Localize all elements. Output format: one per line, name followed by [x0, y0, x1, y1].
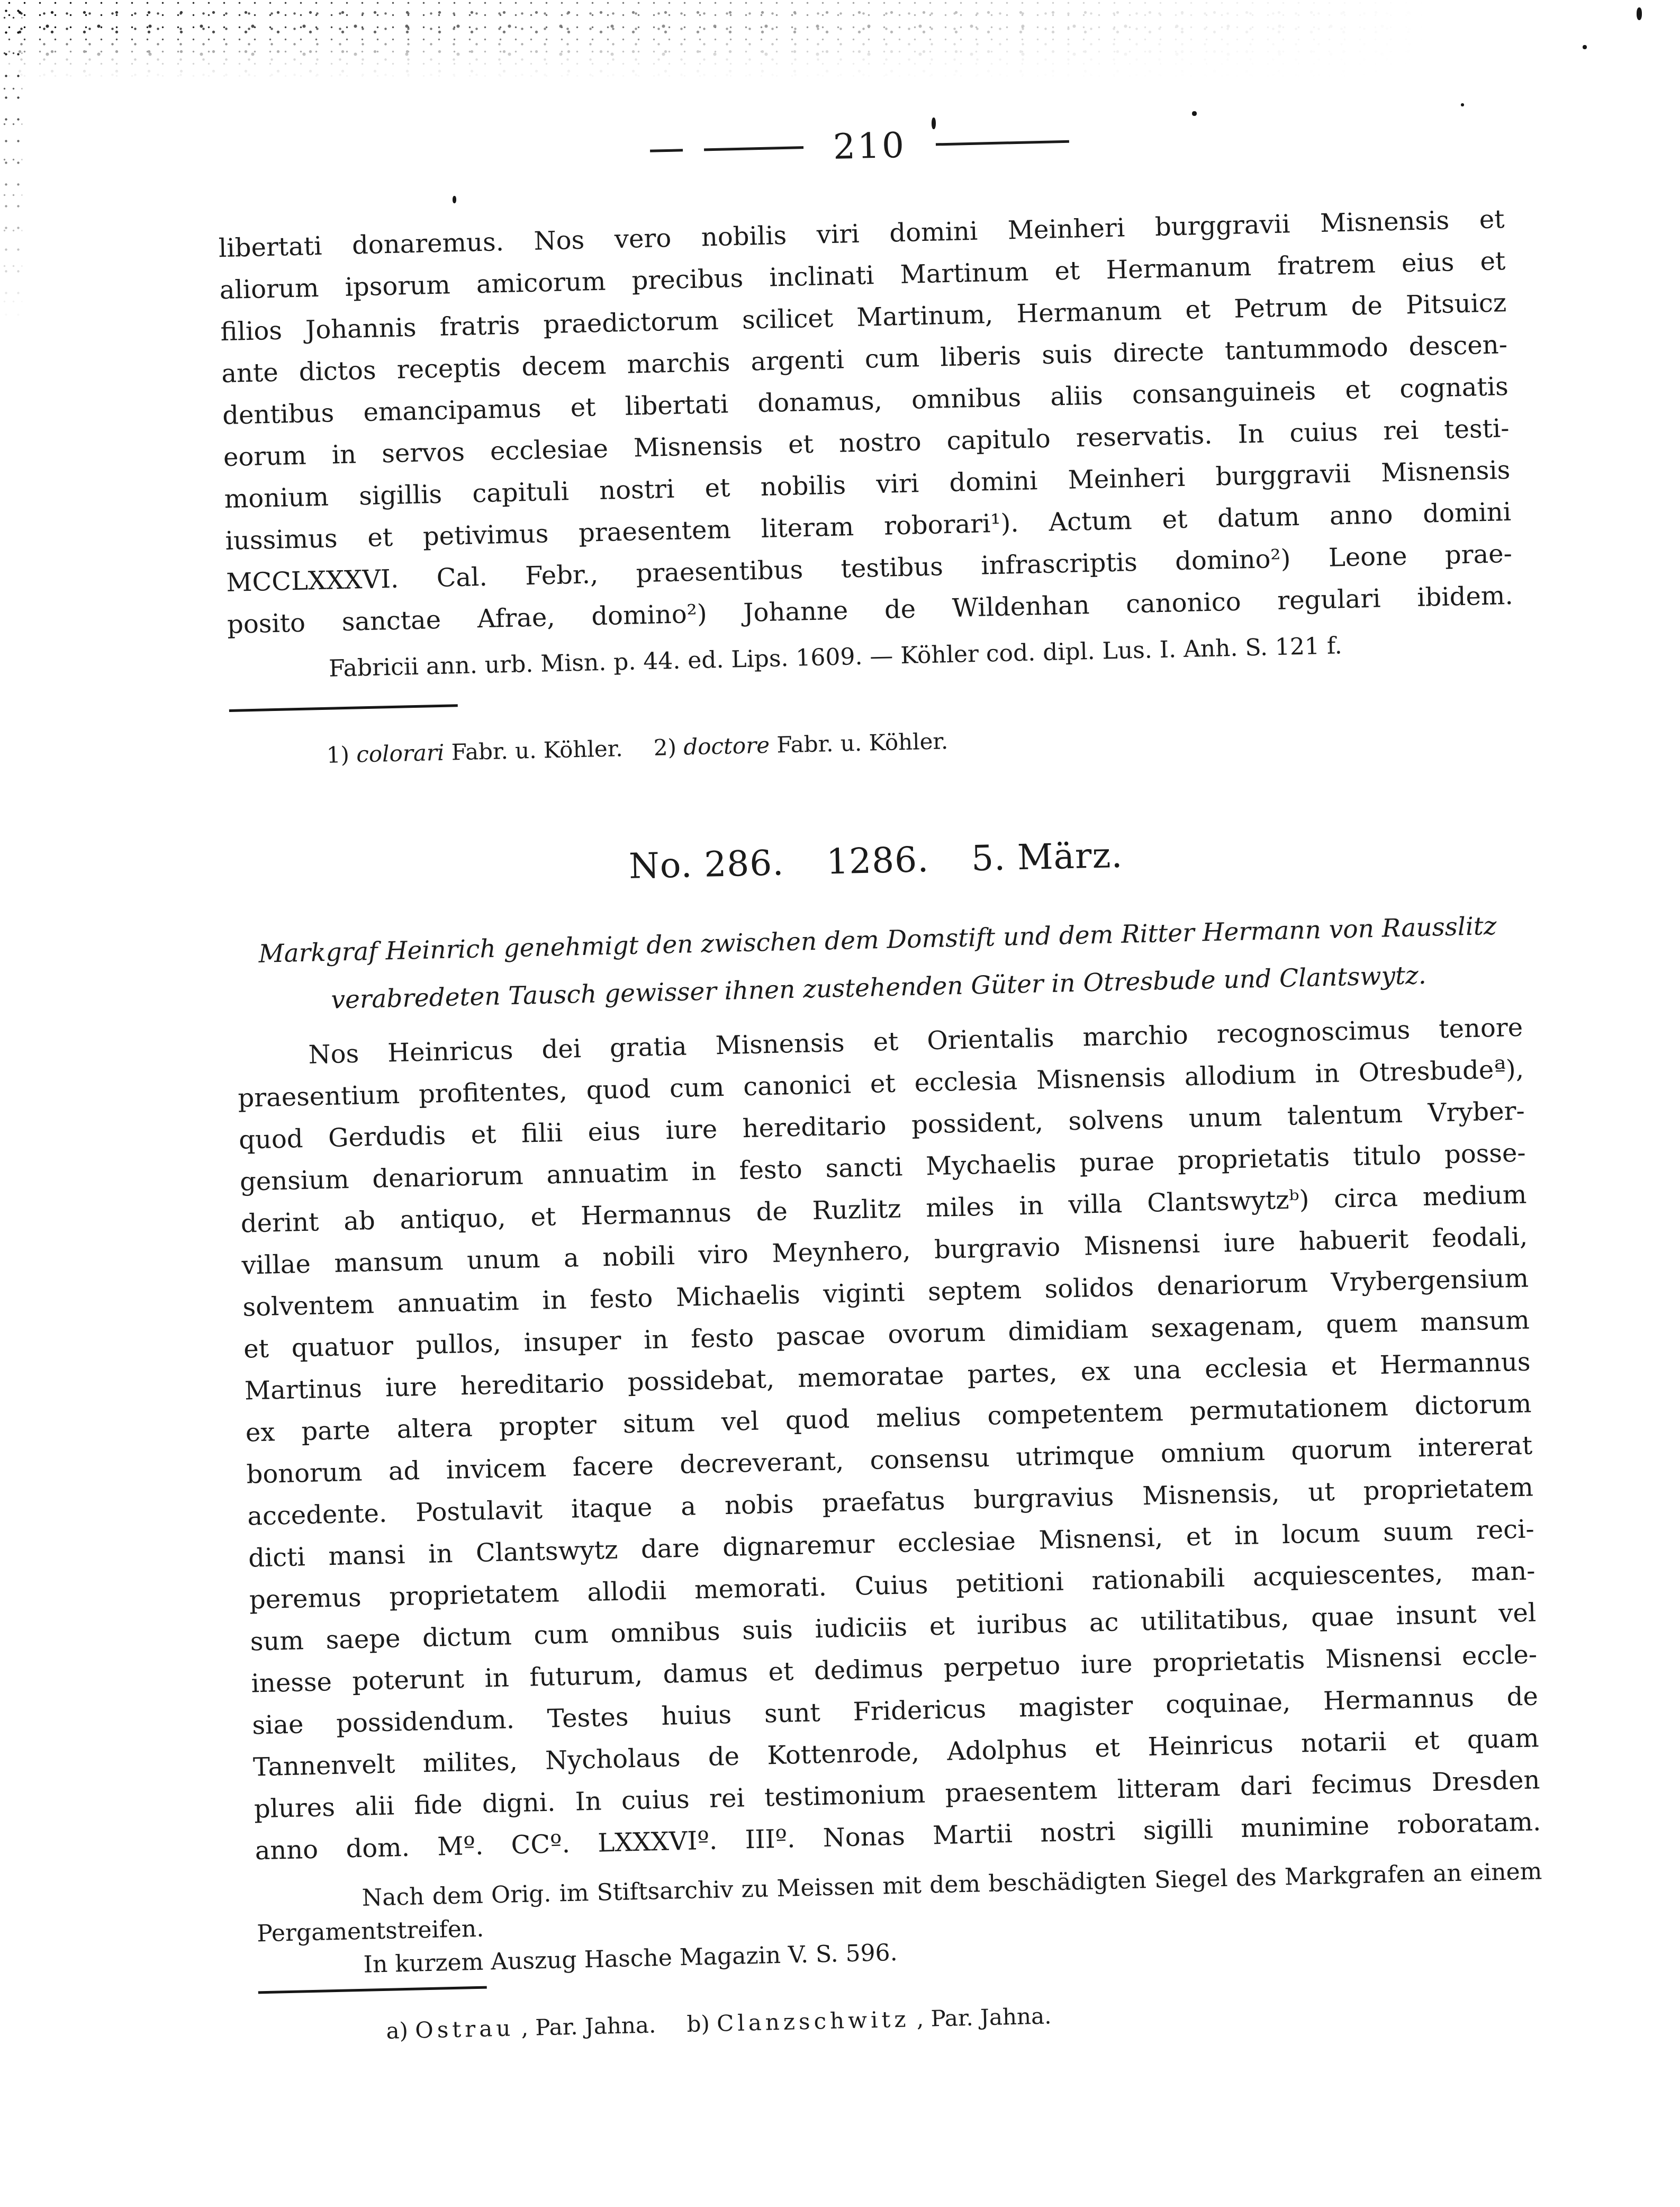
text-line: Martinus iure hereditario possidebat, memoratae partes, ex una ecclesia et Hermannus: [244, 1347, 1531, 1406]
text-column: [213, 0, 1546, 2049]
header-dash-left-short: [650, 149, 683, 152]
text-line: solventem annuatim in festo Michaelis viginti septem solidos denariorum Vrybergensium: [242, 1263, 1529, 1322]
text-line: aliorum ipsorum amicorum precibus inclinati Martinum et Hermanum fratrem eius et: [219, 246, 1506, 305]
text-line: dicti mansi in Clantswytz dare dignaremur ecclesiae Misnensi, et in locum suum reci-: [248, 1514, 1535, 1573]
charter-number: No. 286.: [628, 842, 785, 887]
note-line: Nach dem Orig. im Stiftsarchiv zu Meissen mit dem beschädigten Siegel des Markgrafen an einem: [362, 1858, 1542, 1912]
charter-year: 1286.: [826, 839, 929, 882]
text-line: iussimus et petivimus praesentem literam roborari¹). Actum et datum anno domini: [224, 497, 1512, 556]
text-line: quod Gerdudis et filii eius iure hereditario possident, solvens unum talentum Vryber-: [238, 1096, 1525, 1155]
text-line: et quatuor pullos, insuper in festo pascae ovorum dimidiam sexagenam, quem mansum: [243, 1305, 1530, 1364]
entry-285-source-citation: Fabricii ann. urb. Misn. p. 44. ed. Lips. 1609. — Köhler cod. dipl. Lus. I. Anh. S. 121 f.: [328, 632, 1343, 682]
summary-line: verabredeten Tausch gewisser ihnen zustehenden Güter in Otresbude und Clantswytz.: [330, 960, 1427, 1015]
page-header: [216, 109, 1503, 183]
footnote-marker: a): [385, 2017, 409, 2044]
text-line: ex parte altera propter situm vel quod melius competentem permutationem dictorum: [245, 1389, 1532, 1448]
footnote-marker: 1): [326, 741, 350, 768]
text-line: plures alii fide digni. In cuius rei testimonium praesentem litteram dari fecimus Dresden: [254, 1765, 1540, 1824]
footnote-text: , Par. Jahna.: [916, 2003, 1052, 2032]
page-number: 210: [833, 124, 907, 167]
footnote-text: Fabr. u. Köhler.: [451, 735, 624, 765]
text-line: libertati donaremus. Nos vero nobilis viri domini Meinheri burggravii Misnensis et: [218, 204, 1505, 264]
text-line: gensium denariorum annuatim in festo sancti Mychaelis purae proprietatis titulo posse-: [239, 1138, 1527, 1197]
text-line: sum saepe dictum cum omnibus suis iudiciis et iuribus ac utilitatibus, quae insunt vel: [250, 1598, 1537, 1657]
footnote-marker: 2): [653, 734, 677, 761]
entry-286-provenance-notes: [256, 1854, 1544, 1984]
text-line: villae mansum unum a nobili viro Meynhero, burgravio Misnensi iure habuerit feodali,: [241, 1221, 1528, 1281]
text-line: inesse poterunt in futurum, damus et dedimus perpetuo iure proprietatis Misnensi eccle-: [250, 1640, 1538, 1699]
text-line: bonorum ad invicem facere decreverant, consensu utrimque omnium quorum intererat: [246, 1430, 1533, 1490]
footnote-text: Fabr. u. Köhler.: [776, 728, 949, 758]
text-line: ante dictos receptis decem marchis argenti cum liberis suis directe tantummodo descen-: [221, 330, 1508, 389]
footnote-separator-rule: [258, 1986, 487, 1994]
entry-286-summary: [234, 902, 1522, 1026]
place-name: Clanzschwitz: [716, 2006, 910, 2037]
entry-285-footnotes: [230, 714, 1516, 772]
footnote-separator-rule: [229, 704, 458, 712]
note-line: Pergamentstreifen.: [256, 1915, 484, 1948]
text-line: derint ab antiquo, et Hermannus de Ruzlitz miles in villa Clantswytzᵇ) circa medium: [240, 1179, 1527, 1239]
text-line: Tannenvelt milites, Nycholaus de Kottenrode, Adolphus et Heinricus notarii et quam: [252, 1723, 1540, 1782]
text-line: MCCLXXXVI. Cal. Febr., praesentibus testibus infrascriptis domino²) Leone prae-: [225, 538, 1513, 598]
text-line: filios Johannis fratris praedictorum scilicet Martinum, Hermanum et Petrum de Pitsuicz: [220, 288, 1507, 347]
summary-line: Markgraf Heinrich genehmigt den zwischen dem Domstift und dem Ritter Hermann von Rausslitz: [258, 911, 1497, 969]
footnote-marker: b): [687, 2011, 710, 2038]
footnote-variant-term: colorari: [356, 739, 445, 768]
footnote-text: , Par. Jahna.: [521, 2012, 656, 2041]
entry-286-heading: [232, 823, 1519, 899]
text-line: praesentium profitentes, quod cum canonici et ecclesia Misnensis allodium in Otresbudeª),: [237, 1054, 1524, 1113]
text-line: monium sigillis capituli nostri et nobilis viri domini Meinheri burggravii Misnensis: [224, 455, 1511, 515]
entry-285-body-paragraph: [218, 199, 1513, 646]
text-line: peremus proprietatem allodii memorati. Cuius petitioni rationabili acquiescentes, man-: [249, 1556, 1536, 1615]
charter-date: 5. März.: [971, 834, 1124, 879]
text-line: eorum in servos ecclesiae Misnensis et nostro capitulo reservatis. In cuius rei testi-: [223, 413, 1510, 473]
text-line: anno dom. Mº. CCº. LXXXVIº. IIIº. Nonas Martii nostri sigilli munimine roboratam.: [255, 1807, 1541, 1866]
text-line: accedente. Postulavit itaque a nobis praefatus burgravius Misnensis, ut proprietatem: [247, 1472, 1534, 1532]
note-line: In kurzem Auszug Hasche Magazin V. S. 596.: [363, 1939, 898, 1978]
text-line: Nos Heinricus dei gratia Misnensis et Orientalis marchio recognoscimus tenore: [308, 1012, 1523, 1070]
entry-286-footnote: [259, 1990, 1546, 2049]
text-line: dentibus emancipamus et libertati donamus, omnibus aliis consanguineis et cognatis: [222, 372, 1509, 431]
footnote-variant-term: doctore: [683, 732, 770, 760]
text-line: siae possidendum. Testes huius sunt Fridericus magister coquinae, Hermannus de: [251, 1681, 1539, 1741]
header-dash-left: [704, 146, 803, 151]
text-line: posito sanctae Afrae, domino²) Johanne de Wildenhan canonico regulari ibidem.: [227, 580, 1514, 640]
place-name: Ostrau: [414, 2015, 514, 2043]
header-dash-right: [936, 140, 1069, 146]
entry-286-body-paragraph: [237, 1007, 1541, 1872]
